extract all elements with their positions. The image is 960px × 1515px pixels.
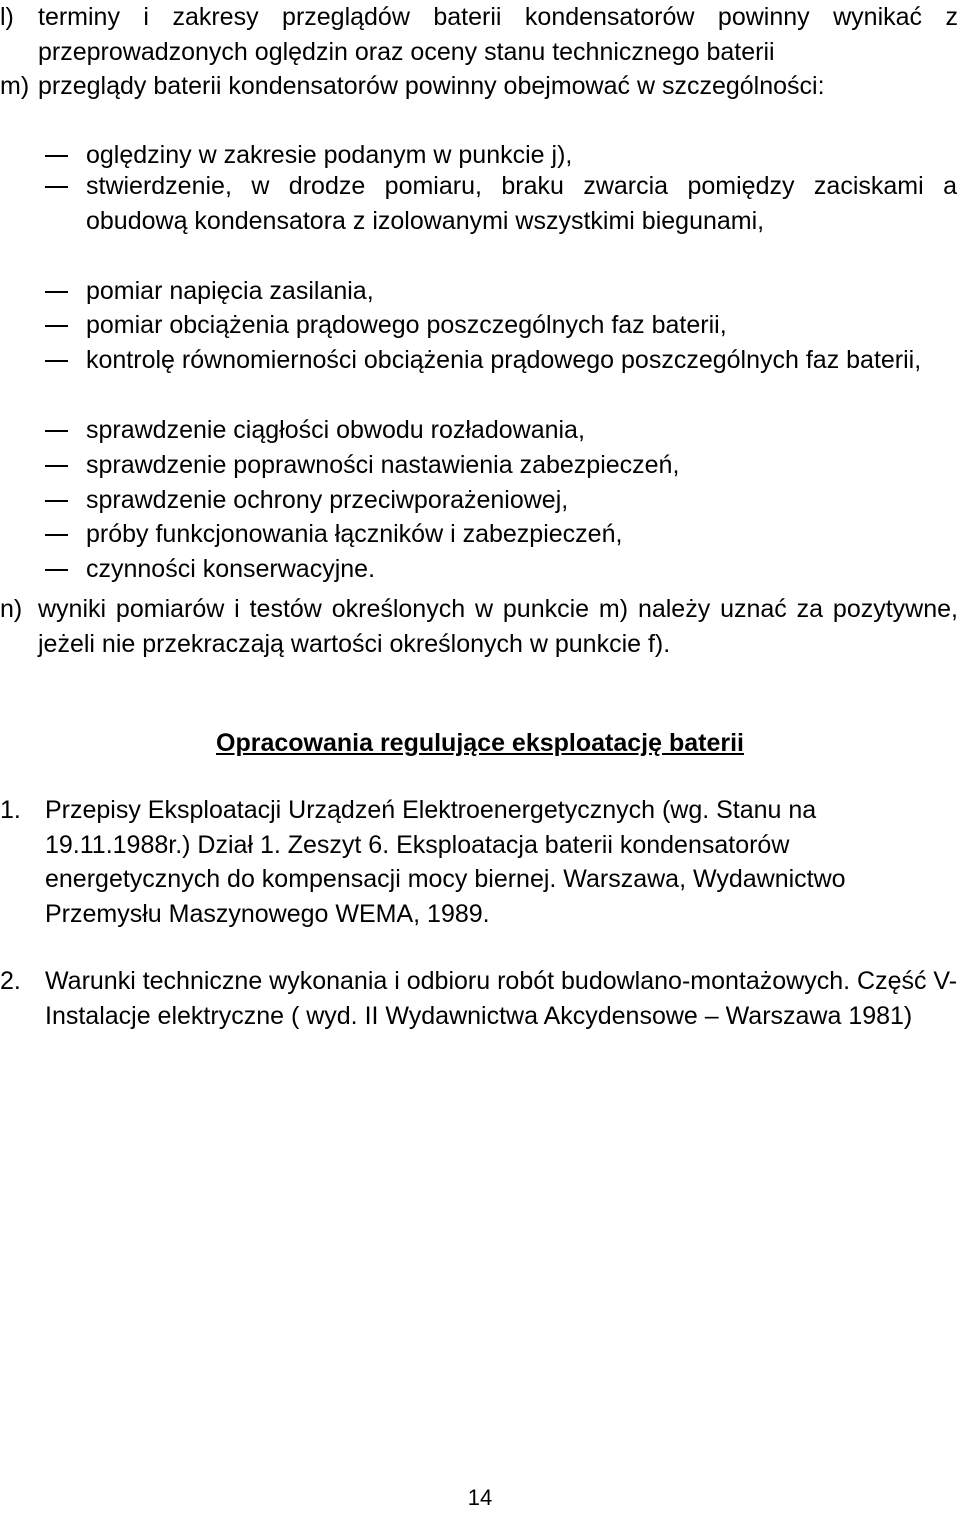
sub-item	[45, 308, 957, 343]
sub-item	[45, 552, 957, 587]
sub-item-text: oględziny w zakresie podanym w punkcie j),	[86, 141, 573, 169]
sub-item	[45, 343, 957, 378]
item-text: terminy i zakresy przeglądów baterii kondensatorów powinny wynikać z przeprowadzonych oględzin oraz oceny stanu technicznego baterii	[38, 3, 958, 66]
sub-item	[45, 274, 957, 309]
sub-item	[45, 448, 957, 483]
sub-item-text: sprawdzenie ochrony przeciwporażeniowej,	[86, 486, 569, 514]
dash-bullet-icon	[45, 186, 68, 188]
sub-item	[45, 483, 957, 518]
section-heading: Opracowania regulujące eksploatację baterii	[216, 729, 744, 757]
page-number: 14	[467, 1485, 493, 1510]
dash-bullet-icon	[45, 430, 68, 432]
sub-item-text: czynności konserwacyjne.	[86, 555, 376, 583]
dash-bullet-icon	[45, 569, 68, 571]
item-text: przeglądy baterii kondensatorów powinny obejmować w szczególności:	[38, 72, 825, 100]
dash-bullet-icon	[45, 155, 68, 157]
sub-item-text: pomiar napięcia zasilania,	[86, 277, 374, 305]
sub-item-text: sprawdzenie poprawności nastawienia zabezpieczeń,	[86, 451, 680, 479]
sub-item-text: próby funkcjonowania łączników i zabezpieczeń,	[86, 520, 623, 548]
sub-item-text: stwierdzenie, w drodze pomiaru, braku zwarcia pomiędzy zaciskami a obudową kondensatora z izolowanymi wszystkimi biegunami,	[86, 172, 957, 235]
dash-bullet-icon	[45, 325, 68, 327]
item-marker: n)	[0, 595, 23, 623]
dash-bullet-icon	[45, 534, 68, 536]
sub-item	[45, 517, 957, 552]
dash-bullet-icon	[45, 291, 68, 293]
reference-item	[0, 793, 958, 931]
reference-item	[0, 964, 958, 1033]
sub-item-text: kontrolę równomierności obciążenia prądowego poszczególnych faz baterii,	[86, 346, 922, 374]
reference-number: 2.	[0, 967, 21, 995]
dash-bullet-icon	[45, 360, 68, 362]
reference-text: Warunki techniczne wykonania i odbioru robót budowlano-montażowych. Część V-Instalacje elektryczne ( wyd. II Wydawnictwa Akcydensowe – Warszawa 1981)	[45, 967, 958, 1030]
dash-bullet-icon	[45, 500, 68, 502]
item-marker: m)	[0, 72, 30, 100]
sub-item	[45, 413, 957, 448]
sub-item-text: sprawdzenie ciągłości obwodu rozładowania,	[86, 416, 585, 444]
reference-number: 1.	[0, 796, 21, 824]
dash-bullet-icon	[45, 465, 68, 467]
item-marker: l)	[0, 3, 14, 31]
item-text: wyniki pomiarów i testów określonych w punkcie m) należy uznać za pozytywne, jeżeli nie przekraczają wartości określonych w punkcie f).	[38, 595, 958, 658]
sub-item	[45, 169, 957, 238]
sub-item-text: pomiar obciążenia prądowego poszczególnych faz baterii,	[86, 311, 727, 339]
reference-text: Przepisy Eksploatacji Urządzeń Elektroenergetycznych (wg. Stanu na 19.11.1988r.) Dział 1. Zeszyt 6. Eksploatacja baterii kondensatorów energetycznych do kompensacji mocy biernej. Warszawa, Wydawnictwo Przemysłu Maszynowego WEMA, 1989.	[45, 796, 846, 928]
sub-item	[45, 138, 957, 173]
